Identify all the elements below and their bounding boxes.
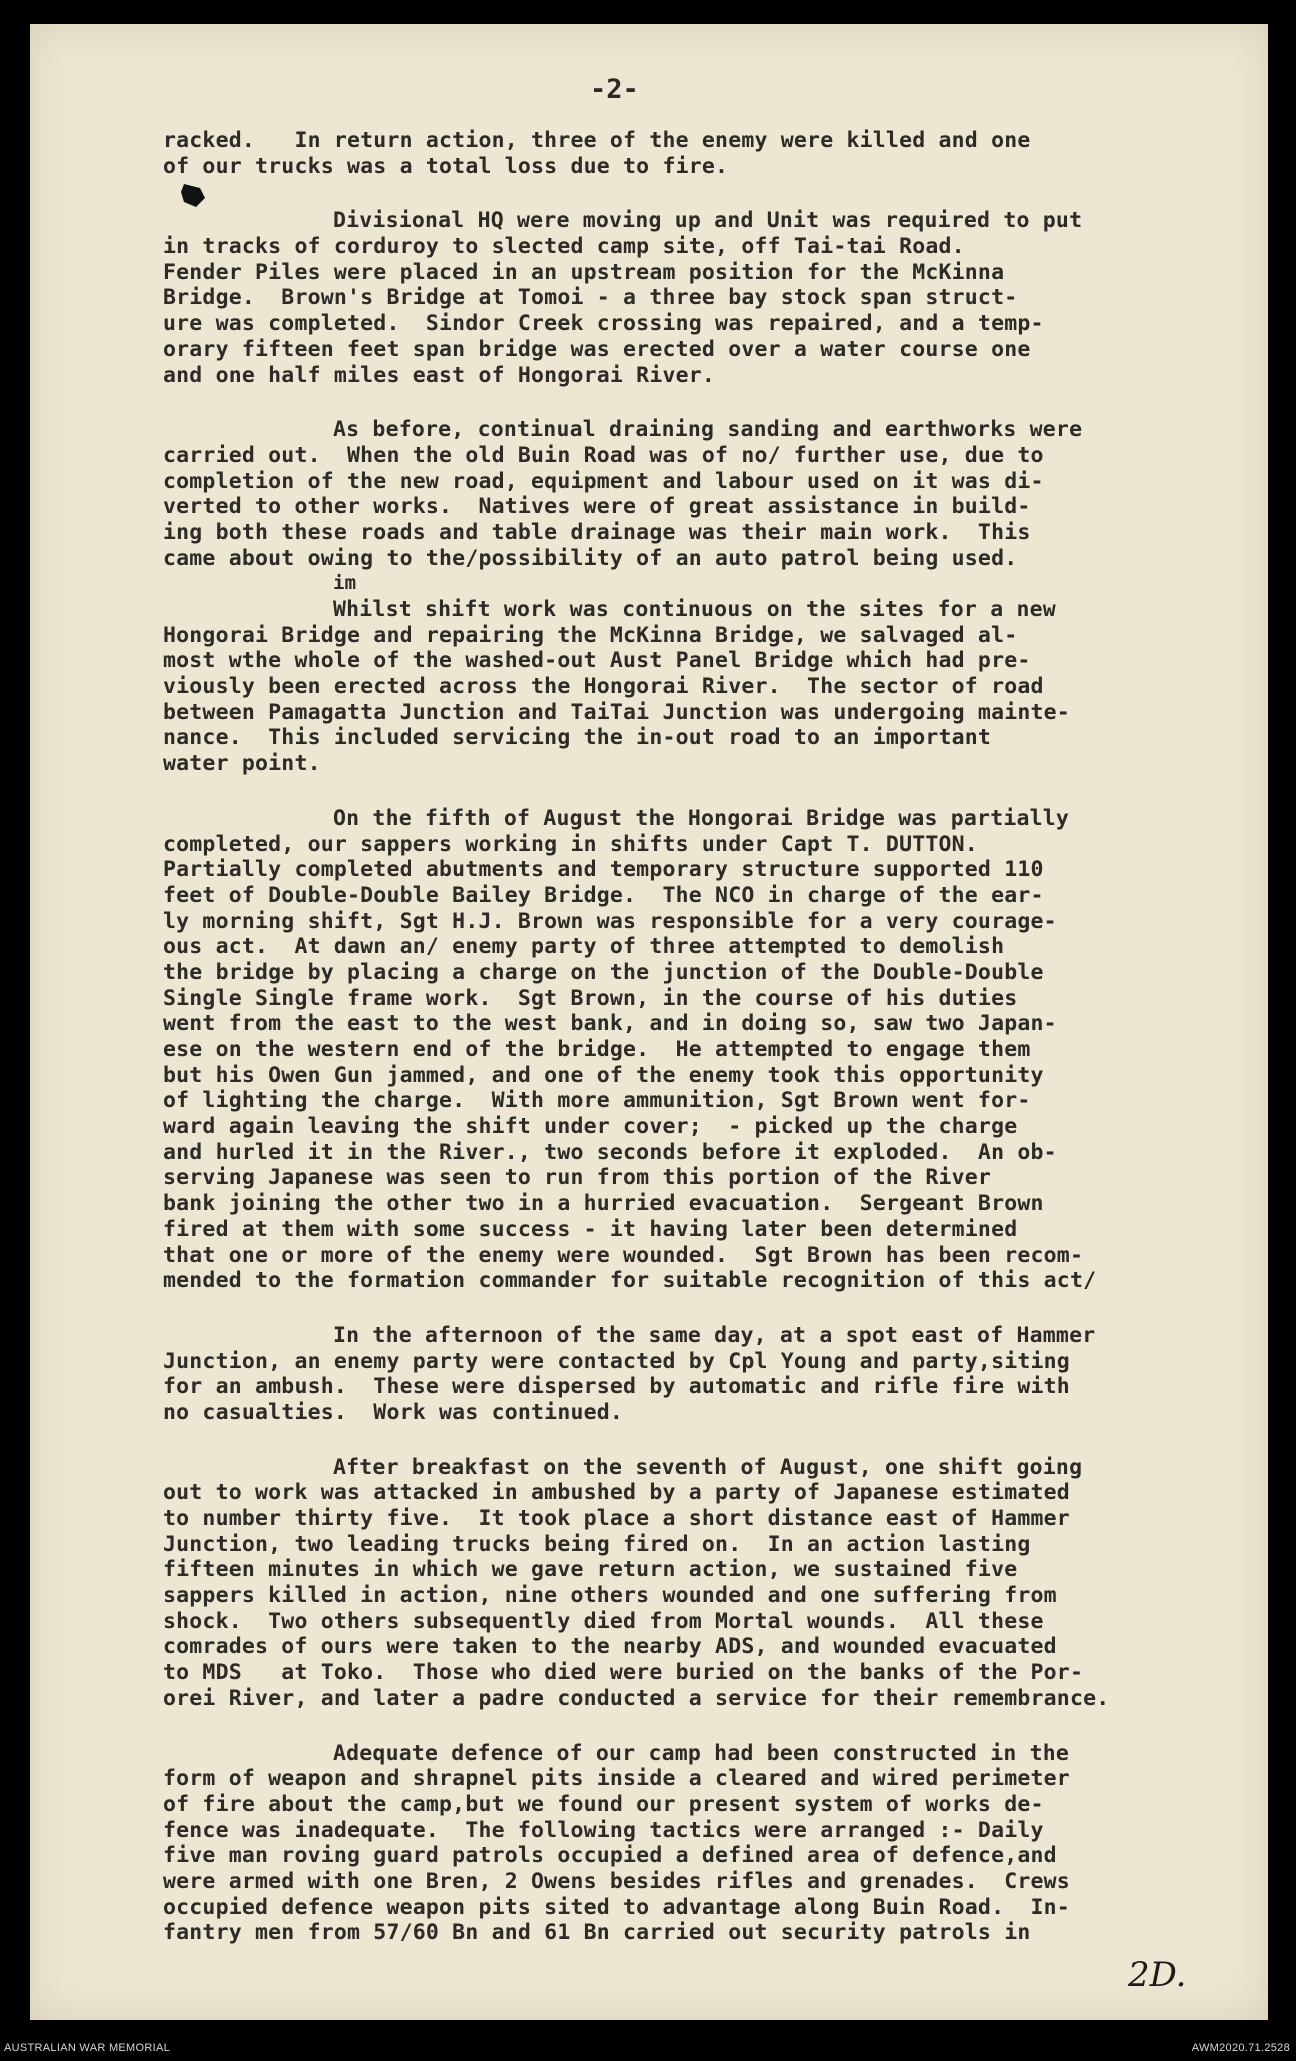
text-line: occupied defence weapon pits sited to advantage along Buin Road. In- xyxy=(163,1894,1070,1920)
document-body xyxy=(163,128,1243,1975)
text-line: sappers killed in action, nine others wounded and one suffering from xyxy=(163,1583,1057,1609)
text-line: Whilst shift work was continuous on the sites for a new xyxy=(333,597,1056,622)
handwritten-annotation: 2D. xyxy=(1128,1955,1187,1995)
text-line: serving Japanese was seen to run from this portion of the River xyxy=(163,1165,992,1191)
text-line: completion of the new road, equipment and labour used on it was di- xyxy=(163,468,1044,494)
text-line: mended to the formation commander for suitable recognition of this act/ xyxy=(163,1268,1097,1294)
text-line: racked. In return action, three of the enemy were killed and one xyxy=(163,128,1031,153)
text-line: Single Single frame work. Sgt Brown, in the course of his duties xyxy=(163,985,1018,1011)
text-line: and one half miles east of Hongorai River. xyxy=(163,362,716,388)
text-line: After breakfast on the seventh of August, one shift going xyxy=(333,1454,1083,1480)
text-line: feet of Double-Double Bailey Bridge. The NCO in charge of the ear- xyxy=(163,882,1044,908)
text-line: to number thirty five. It took place a short distance east of Hammer xyxy=(163,1506,1070,1531)
text-line: verted to other works. Natives were of great assistance in build- xyxy=(163,494,1031,520)
text-line: orary fifteen feet span bridge was erected over a water course one xyxy=(163,336,1031,362)
text-line: ward again leaving the shift under cover; - picked up the charge xyxy=(163,1114,1018,1140)
text-line: Junction, two leading trucks being fired on. In an action lasting xyxy=(163,1531,1031,1557)
text-line: were armed with one Bren, 2 Owens besides rifles and grenades. Crews xyxy=(163,1868,1070,1894)
text-line: between Pamagatta Junction and TaiTai Junction was undergoing mainte- xyxy=(163,699,1070,725)
text-line: that one or more of the enemy were wounded. Sgt Brown has been recom- xyxy=(163,1242,1084,1268)
text-line: Adequate defence of our camp had been constructed in the xyxy=(333,1740,1070,1766)
text-line: Junction, an enemy party were contacted by Cpl Young and party,siting xyxy=(163,1348,1070,1374)
text-line: comrades of ours were taken to the nearby ADS, and wounded evacuated xyxy=(163,1634,1057,1660)
text-line: fired at them with some success - it having later been determined xyxy=(163,1216,1018,1242)
archive-footer-left: AUSTRALIAN WAR MEMORIAL xyxy=(4,2042,171,2054)
paragraph xyxy=(163,208,1243,388)
text-line: fifteen minutes in which we gave return action, we sustained five xyxy=(163,1557,1018,1583)
text-line: Partially completed abutments and temporary structure supported 110 xyxy=(163,857,1044,883)
text-line: most wthe whole of the washed-out Aust Panel Bridge which had pre- xyxy=(163,648,1031,674)
text-line: of our trucks was a total loss due to fire. xyxy=(163,153,729,179)
archive-footer-right: AWM2020.71.2528 xyxy=(1191,2042,1290,2054)
text-line: five man roving guard patrols occupied a defined area of defence,and xyxy=(163,1843,1057,1869)
text-line: fence was inadequate. The following tactics were arranged :- Daily xyxy=(163,1817,1044,1843)
text-line: Hongorai Bridge and repairing the McKinna Bridge, we salvaged al- xyxy=(163,622,1018,648)
text-line: ese on the western end of the bridge. He attempted to engage them xyxy=(163,1037,1031,1062)
text-line: went from the east to the west bank, and in doing so, saw two Japan- xyxy=(163,1011,1057,1037)
paragraph xyxy=(163,806,1243,1294)
typed-insertion: im xyxy=(333,572,357,595)
text-line: ly morning shift, Sgt H.J. Brown was responsible for a very courage- xyxy=(163,908,1057,934)
text-line: of fire about the camp,but we found our present system of works de- xyxy=(163,1791,1044,1817)
text-line: no casualties. Work was continued. xyxy=(163,1399,624,1425)
text-line: to MDS at Toko. Those who died were buried on the banks of the Por- xyxy=(163,1660,1084,1686)
paragraph xyxy=(163,1741,1243,1947)
text-line: Bridge. Brown's Bridge at Tomoi - a three bay stock span struct- xyxy=(163,285,1018,311)
text-line: ure was completed. Sindor Creek crossing was repaired, and a temp- xyxy=(163,311,1044,337)
page-number: -2- xyxy=(590,74,639,105)
text-line: ing both these roads and table drainage was their main work. This xyxy=(163,519,1031,545)
text-line: but his Owen Gun jammed, and one of the enemy took this opportunity xyxy=(163,1062,1044,1088)
text-line: form of weapon and shrapnel pits inside a cleared and wired perimeter xyxy=(163,1766,1070,1792)
text-line: of lighting the charge. With more ammunition, Sgt Brown went for- xyxy=(163,1088,1031,1114)
text-line: Fender Piles were placed in an upstream position for the McKinna xyxy=(163,259,1005,285)
paragraph xyxy=(163,1455,1243,1712)
text-line: fantry men from 57/60 Bn and 61 Bn carried out security patrols in xyxy=(163,1920,1031,1946)
text-line: ous act. At dawn an/ enemy party of three attempted to demolish xyxy=(163,934,1005,960)
paragraph xyxy=(163,417,1243,597)
text-line: in tracks of corduroy to slected camp site, off Tai-tai Road. xyxy=(163,234,965,260)
text-line: bank joining the other two in a hurried evacuation. Sergeant Brown xyxy=(163,1191,1044,1217)
text-line: the bridge by placing a charge on the junction of the Double-Double xyxy=(163,959,1044,985)
text-line: On the fifth of August the Hongorai Bridge was partially xyxy=(333,805,1070,831)
text-line: Divisional HQ were moving up and Unit was required to put xyxy=(333,208,1083,234)
paragraph xyxy=(163,128,1243,179)
text-line: carried out. When the old Buin Road was of no/ further use, due to xyxy=(163,442,1044,468)
text-line: orei River, and later a padre conducted a service for their remembrance. xyxy=(163,1685,1110,1711)
text-line: In the afternoon of the same day, at a spot east of Hammer xyxy=(333,1322,1096,1348)
text-line: for an ambush. These were dispersed by automatic and rifle fire with xyxy=(163,1374,1070,1400)
text-line: viously been erected across the Hongorai River. The sector of road xyxy=(163,674,1044,700)
paragraph xyxy=(163,597,1243,777)
text-line: came about owing to the/possibility of an auto patrol being used. xyxy=(163,545,1018,571)
text-line: and hurled it in the River., two seconds before it exploded. An ob- xyxy=(163,1139,1057,1165)
text-line: out to work was attacked in ambushed by a party of Japanese estimated xyxy=(163,1480,1070,1506)
text-line: water point. xyxy=(163,751,321,777)
paragraph xyxy=(163,1323,1243,1426)
text-line: nance. This included servicing the in-out road to an important xyxy=(163,725,992,751)
text-line: shock. Two others subsequently died from Mortal wounds. All these xyxy=(163,1608,1044,1634)
text-line: completed, our sappers working in shifts under Capt T. DUTTON. xyxy=(163,831,978,857)
text-line: As before, continual draining sanding and earthworks were xyxy=(333,417,1083,443)
